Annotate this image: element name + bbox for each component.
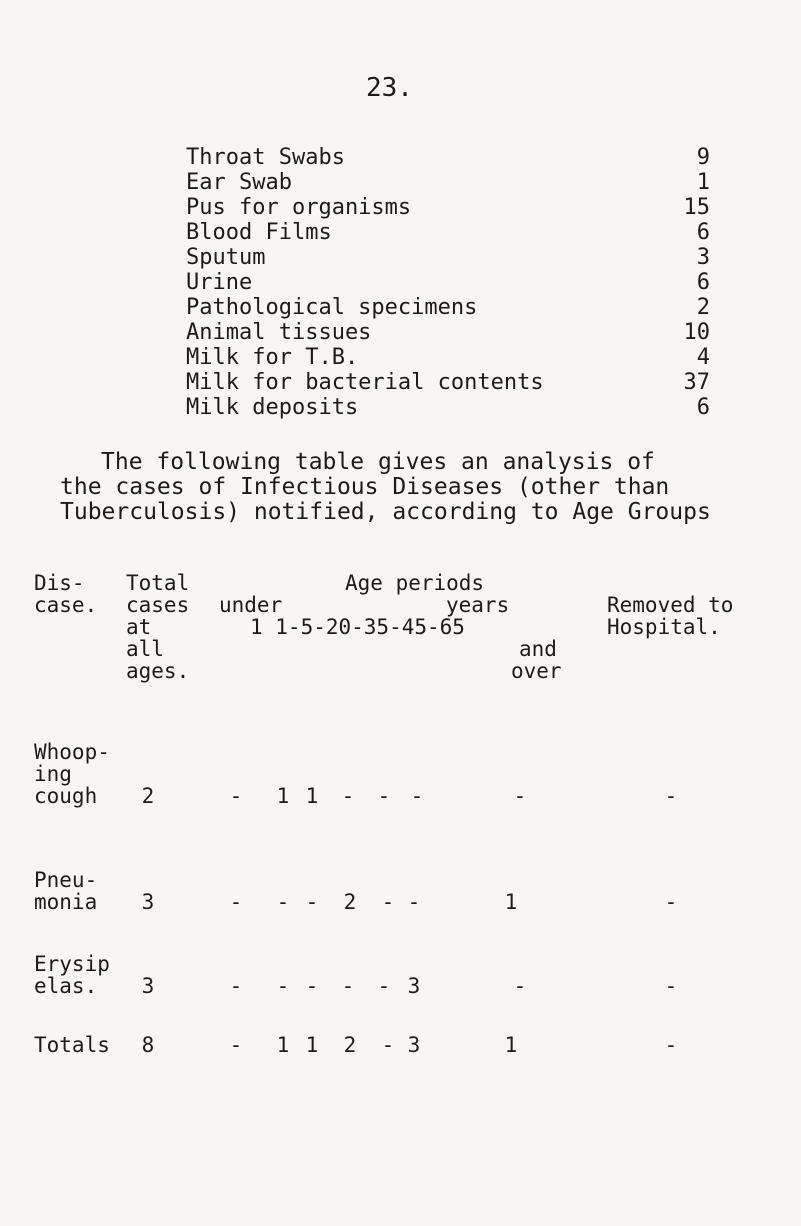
specimen-count: 1 [696,170,710,195]
header-removed: Removed to [607,593,734,617]
header-and: and [519,637,557,661]
cell-1-5: - [276,974,290,998]
cell-65-over: 1 [504,1033,518,1057]
specimen-count: 9 [696,145,710,170]
row-label: monia [34,890,98,914]
cell-removed: - [664,974,678,998]
cell-20-35: - [341,784,355,808]
cell-35-45: - [377,784,391,808]
specimen-label: Urine [186,270,253,295]
cell-65-over: 1 [504,890,518,914]
row-label: Whoop- [34,740,110,764]
cell-total: 8 [141,1033,155,1057]
specimen-label: Animal tissues [186,320,372,345]
cell-5-20: - [305,890,319,914]
row-label: Pneu- [34,868,98,892]
header-total: ages. [126,659,190,683]
paragraph-line: The following table gives an analysis of [101,449,655,475]
specimen-label: Ear Swab [186,170,292,195]
header-years: years [446,593,510,617]
page-number: 23. [366,73,413,103]
cell-total: 2 [141,784,155,808]
cell-under-1: - [229,890,243,914]
header-removed: Hospital. [607,615,721,639]
header-total: at [126,615,152,639]
cell-65-over: - [513,784,527,808]
cell-5-20: - [305,974,319,998]
row-label: ing [34,762,72,786]
cell-removed: - [664,890,678,914]
specimen-count: 6 [696,220,710,245]
row-label: elas. [34,974,98,998]
specimen-count: 4 [696,345,710,370]
specimen-count: 3 [696,245,710,270]
cell-under-1: - [229,784,243,808]
cell-under-1: - [229,974,243,998]
header-disease: Dis- [34,571,85,595]
cell-under-1: - [229,1033,243,1057]
header-under: under [219,593,283,617]
cell-20-35: - [341,974,355,998]
cell-35-45: - [381,890,395,914]
specimen-label: Sputum [186,245,266,270]
specimen-count: 10 [683,320,710,345]
row-label-totals: Totals [34,1033,110,1057]
header-disease: case. [34,593,98,617]
specimen-count: 6 [696,270,710,295]
specimen-label: Milk deposits [186,395,359,420]
specimen-label: Blood Films [186,220,332,245]
header-total: cases [126,593,190,617]
specimen-label: Throat Swabs [186,145,345,170]
specimen-label: Pathological specimens [186,295,478,320]
cell-45-65: - [410,784,424,808]
header-total: Total [126,571,190,595]
cell-1-5: 1 [276,1033,290,1057]
row-label: cough [34,784,98,808]
specimen-label: Milk for T.B. [186,345,359,370]
header-age-ranges: 1 1-5-20-35-45-65 [250,615,465,639]
cell-1-5: 1 [276,784,290,808]
specimen-count: 37 [683,370,710,395]
cell-35-45: - [377,974,391,998]
cell-45-65: - [407,890,421,914]
cell-45-65: 3 [407,1033,421,1057]
paragraph-line: the cases of Infectious Diseases (other than [60,474,670,500]
cell-45-65: 3 [407,974,421,998]
cell-total: 3 [141,974,155,998]
cell-removed: - [664,1033,678,1057]
cell-35-45: - [381,1033,395,1057]
specimen-count: 15 [683,195,710,220]
cell-5-20: 1 [305,784,319,808]
cell-5-20: 1 [305,1033,319,1057]
cell-removed: - [664,784,678,808]
specimen-count: 6 [696,395,710,420]
cell-total: 3 [141,890,155,914]
specimen-label: Milk for bacterial contents [186,370,544,395]
specimen-count: 2 [696,295,710,320]
cell-20-35: 2 [343,890,357,914]
paragraph-line: Tuberculosis) notified, according to Age Groups [60,499,711,525]
header-over: over [511,659,562,683]
row-label: Erysip [34,952,110,976]
header-age-periods: Age periods [345,571,485,595]
specimen-label: Pus for organisms [186,195,412,220]
cell-1-5: - [276,890,290,914]
cell-20-35: 2 [343,1033,357,1057]
cell-65-over: - [513,974,527,998]
header-total: all [126,637,164,661]
